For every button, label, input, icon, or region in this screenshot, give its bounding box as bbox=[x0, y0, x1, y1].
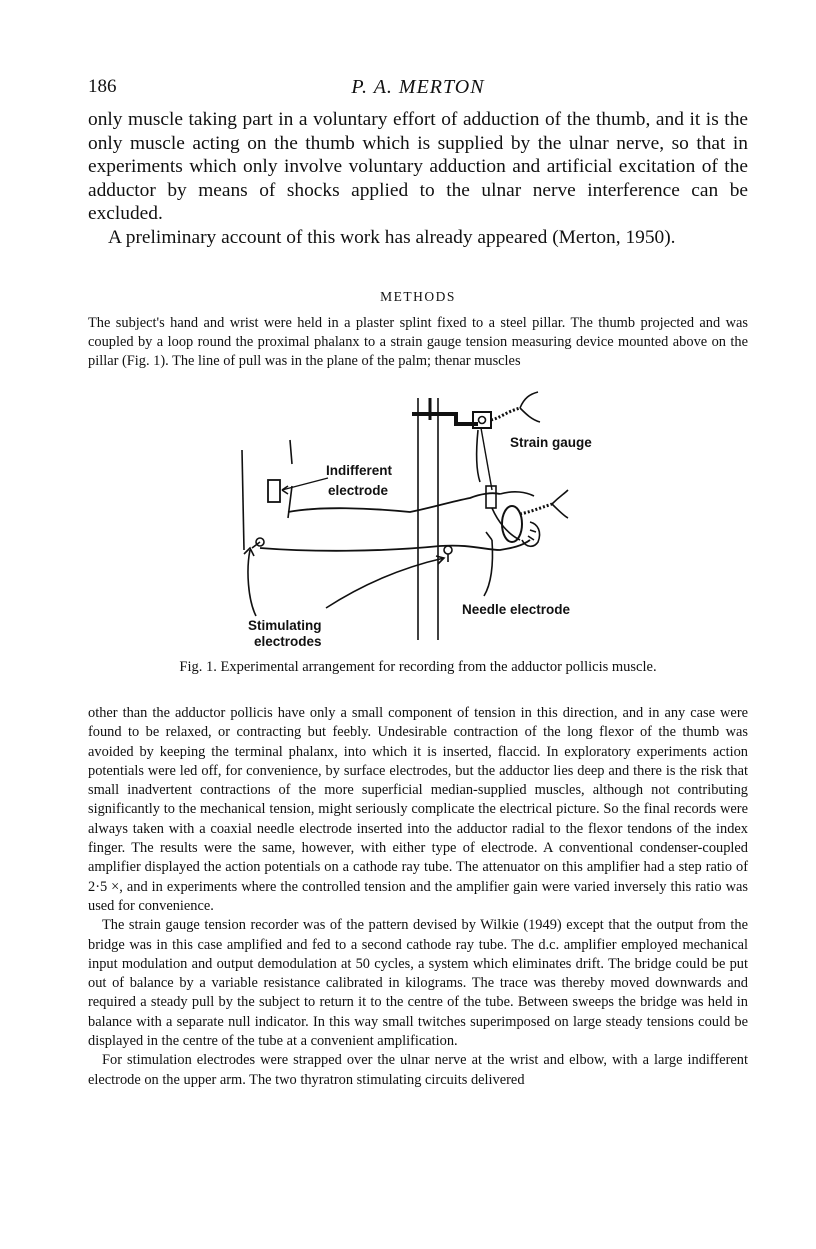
label-strain-gauge: Strain gauge bbox=[510, 435, 592, 450]
stimulating-electrode-wrist bbox=[444, 546, 452, 554]
figure-caption: Fig. 1. Experimental arrangement for recording from the adductor pollicis muscle. bbox=[179, 659, 657, 675]
page-number: 186 bbox=[88, 76, 117, 97]
body-paragraph-2: The strain gauge tension recorder was of the pattern devised by Wilkie (1949) except that the output from the bridge was in this case amplified and fed to a second cathode ray tube. The d.c. amplifier employed mechanical input modulation and output demodulation at 50 cycles, a system which eliminates drift. The bridge could be put out of balance by a variable resistance calibrated in kilograms. The trace was thereby moved downwards and required a steady pull by the subject to return it to the centre of the tube. Between sweeps the bridge was held in balance with a separate null indicator. In this way small twitches superimposed on large steady tensions could be displayed in the centre of the tube at a convenient amplification. bbox=[88, 917, 748, 1050]
intro-paragraph-1: only muscle taking part in a voluntary effort of adduction of the thumb, and it is the only muscle acting on the thumb which is supplied by the ulnar nerve, so that in experiments which only involve voluntary adduction and artificial excitation of the adductor by means of shocks applied to the ulnar nerve interference can be excluded. bbox=[88, 109, 748, 225]
label-indifferent-electrode-line2: electrode bbox=[328, 483, 389, 498]
label-needle-electrode: Needle electrode bbox=[462, 602, 571, 617]
indifferent-electrode-pad bbox=[268, 480, 280, 502]
body-paragraph-3: For stimulation electrodes were strapped over the ulnar nerve at the wrist and elbow, with a large indifferent electrode on the upper arm. The two thyratron stimulating circuits delivered bbox=[88, 1052, 748, 1088]
thumb-loop bbox=[502, 506, 522, 542]
strain-gauge-bracket bbox=[412, 414, 478, 424]
body-paragraph-1: other than the adductor pollicis have only a small component of tension in this direction, and in any case were found to be relaxed, or contracting but feebly. Undesirable contraction of the long flexor of the thumb was avoided by keeping the terminal phalanx, into which it is inserted, flaccid. In exploratory experiments action potentials were led off, for convenience, by surface electrodes, but the adductor lies deep and there is the risk that small inadvertent contractions of the more superficial median-supplied muscles, although not contributing significantly to the mechanical tension, might seriously complicate the electrical picture. So the final records were always taken with a coaxial needle electrode inserted into the adductor radial to the flexor tendons of the index finger. The results were the same, however, with either type of electrode. A conventional condenser-coupled amplifier displayed the action potentials on a cathode ray tube. The attenuator on this amplifier had a step ratio of 2·5 ×, and in experiments where the controlled tension and the amplifier gain were varied inversely this ratio was used for convenience. bbox=[88, 705, 748, 914]
label-stimulating-electrodes-line1: Stimulating bbox=[248, 618, 322, 633]
label-stimulating-electrodes-line2: electrodes bbox=[254, 634, 322, 649]
methods-paragraph-1: The subject's hand and wrist were held in a plaster splint fixed to a steel pillar. The thumb projected and was coupled by a loop round the proximal phalanx to a strain gauge tension measuring device mounted above on the pillar (Fig. 1). The line of pull was in the plane of the palm; thenar muscles bbox=[88, 315, 748, 369]
label-indifferent-electrode-line1: Indifferent bbox=[326, 463, 392, 478]
intro-paragraph-2: A preliminary account of this work has already appeared (Merton, 1950). bbox=[108, 226, 676, 248]
section-heading-methods: METHODS bbox=[380, 289, 456, 304]
page-header bbox=[88, 76, 748, 106]
forearm-bottom bbox=[260, 540, 530, 551]
figure-1 bbox=[230, 390, 610, 650]
intro-text bbox=[88, 108, 748, 250]
forearm-top bbox=[288, 493, 500, 512]
running-head: P. A. MERTON bbox=[351, 76, 485, 98]
methods-body bbox=[88, 704, 748, 1090]
